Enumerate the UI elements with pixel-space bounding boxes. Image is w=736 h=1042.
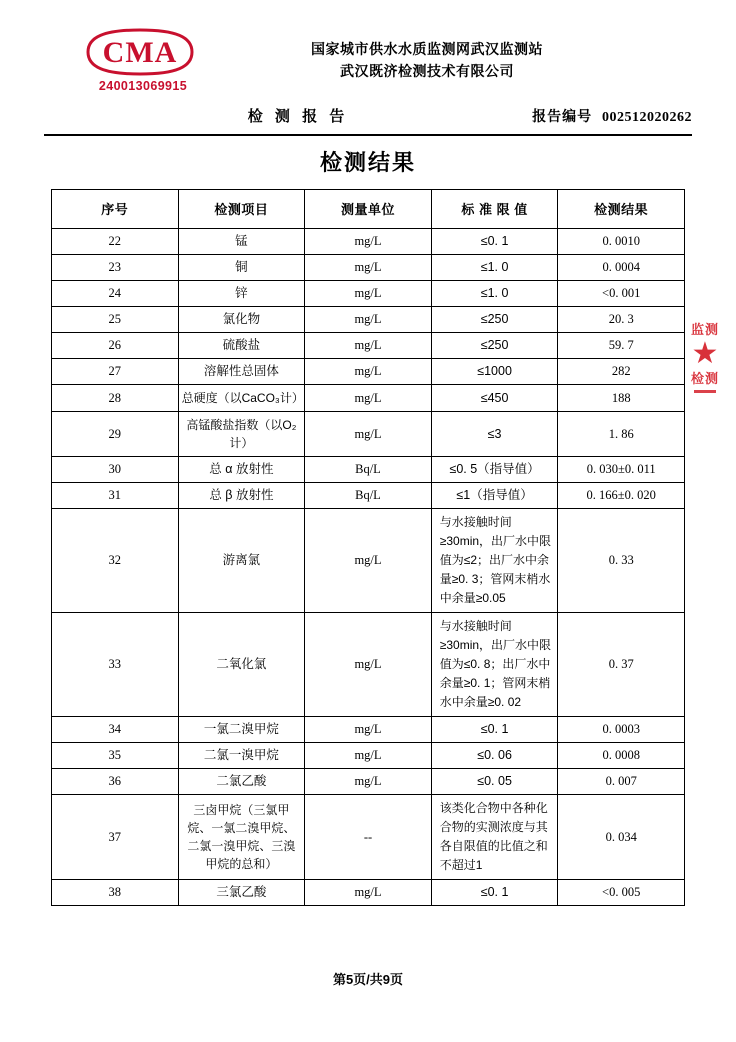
cell-item: 溶解性总固体 [178, 359, 305, 385]
cell-no: 26 [52, 333, 179, 359]
cell-unit: mg/L [305, 743, 432, 769]
column-header-result: 检测结果 [558, 190, 685, 229]
cell-unit: mg/L [305, 880, 432, 906]
cell-unit: mg/L [305, 613, 432, 717]
report-title: 检 测 报 告 [247, 108, 349, 125]
cell-result: 0. 0004 [558, 255, 685, 281]
cell-item: 三氯乙酸 [178, 880, 305, 906]
cell-limit: ≤0. 06 [431, 743, 558, 769]
cell-no: 22 [52, 229, 179, 255]
table-row [52, 743, 685, 769]
cell-result: <0. 001 [558, 281, 685, 307]
cma-certificate-number: 240013069915 [98, 79, 188, 93]
table-row [52, 880, 685, 906]
cma-mark-icon [84, 28, 196, 76]
cell-result: 188 [558, 385, 685, 412]
table-row [52, 333, 685, 359]
cell-result: 0. 034 [558, 795, 685, 880]
cell-result: 0. 166±0. 020 [558, 483, 685, 509]
report-number [532, 106, 692, 126]
organization-titles [162, 28, 692, 82]
cell-item: 三卤甲烷（三氯甲烷、一氯二溴甲烷、二氯一溴甲烷、三溴甲烷的总和） [178, 795, 305, 880]
cell-item: 二氯乙酸 [178, 769, 305, 795]
cell-unit: Bq/L [305, 483, 432, 509]
table-row [52, 307, 685, 333]
svg-text:CMA: CMA [102, 36, 178, 69]
column-header-item: 检测项目 [178, 190, 305, 229]
report-number-label: 报告编号 [532, 108, 593, 124]
cell-limit: ≤250 [431, 333, 558, 359]
cell-no: 27 [52, 359, 179, 385]
cell-limit: ≤1. 0 [431, 255, 558, 281]
cell-limit: 该类化合物中各种化合物的实测浓度与其各自限值的比值之和不超过1 [431, 795, 558, 880]
cell-limit: ≤0. 1 [431, 717, 558, 743]
cell-unit: mg/L [305, 307, 432, 333]
cell-result: <0. 005 [558, 880, 685, 906]
page-header [0, 0, 736, 93]
stamp-bar [694, 390, 716, 393]
cell-unit: mg/L [305, 359, 432, 385]
cell-unit: mg/L [305, 412, 432, 457]
cell-unit: Bq/L [305, 457, 432, 483]
cell-item: 锌 [178, 281, 305, 307]
cell-no: 35 [52, 743, 179, 769]
cell-item: 硫酸盐 [178, 333, 305, 359]
table-row [52, 457, 685, 483]
table-row [52, 359, 685, 385]
cell-unit: mg/L [305, 509, 432, 613]
cell-result: 282 [558, 359, 685, 385]
org-line-1: 国家城市供水水质监测网武汉监测站 [311, 41, 543, 57]
cell-unit: mg/L [305, 385, 432, 412]
cell-item: 二氯一溴甲烷 [178, 743, 305, 769]
cell-no: 32 [52, 509, 179, 613]
cell-unit: mg/L [305, 717, 432, 743]
cell-item: 锰 [178, 229, 305, 255]
cell-no: 28 [52, 385, 179, 412]
table-row [52, 795, 685, 880]
cell-result: 0. 33 [558, 509, 685, 613]
cell-no: 37 [52, 795, 179, 880]
column-header-no: 序号 [52, 190, 179, 229]
table-row [52, 483, 685, 509]
table-row [52, 613, 685, 717]
cell-unit: mg/L [305, 229, 432, 255]
table-row [52, 281, 685, 307]
cell-result: 0. 0008 [558, 743, 685, 769]
cell-result: 1. 86 [558, 412, 685, 457]
cell-no: 29 [52, 412, 179, 457]
column-header-limit: 标 准 限 值 [431, 190, 558, 229]
cell-no: 33 [52, 613, 179, 717]
cell-no: 23 [52, 255, 179, 281]
cell-unit: mg/L [305, 333, 432, 359]
cell-limit: 与水接触时间≥30min，出厂水中限值为≤0. 8；出厂水中余量≥0. 1；管网末梢水中余量≥0. 02 [431, 613, 558, 717]
cell-limit: ≤1000 [431, 359, 558, 385]
cell-limit: ≤0. 5（指导值） [431, 457, 558, 483]
cell-limit: ≤0. 05 [431, 769, 558, 795]
cell-unit: mg/L [305, 255, 432, 281]
cell-no: 36 [52, 769, 179, 795]
cell-result: 0. 0003 [558, 717, 685, 743]
cell-no: 38 [52, 880, 179, 906]
cell-no: 24 [52, 281, 179, 307]
table-header-row [52, 190, 685, 229]
table-row [52, 769, 685, 795]
cell-item: 二氧化氯 [178, 613, 305, 717]
cell-limit: ≤1（指导值） [431, 483, 558, 509]
column-header-unit: 测量单位 [305, 190, 432, 229]
cell-unit: mg/L [305, 769, 432, 795]
cell-no: 30 [52, 457, 179, 483]
cell-item: 总 β 放射性 [178, 483, 305, 509]
table-row [52, 412, 685, 457]
cell-item: 氯化物 [178, 307, 305, 333]
section-title: 检测结果 [319, 150, 416, 175]
cell-limit: 与水接触时间≥30min，出厂水中限值为≤2；出厂水中余量≥0. 3；管网末梢水中余量≥0.05 [431, 509, 558, 613]
report-header-line [44, 105, 692, 136]
cell-limit: ≤3 [431, 412, 558, 457]
cell-no: 34 [52, 717, 179, 743]
stamp-bottom-text: 检测 [690, 371, 719, 386]
cell-result: 59. 7 [558, 333, 685, 359]
table-row [52, 717, 685, 743]
table-row [52, 509, 685, 613]
cell-limit: ≤0. 1 [431, 880, 558, 906]
cell-result: 0. 0010 [558, 229, 685, 255]
stamp-top-text: 监测 [690, 322, 719, 337]
cell-unit: -- [305, 795, 432, 880]
cell-item: 游离氯 [178, 509, 305, 613]
stamp-star-icon: ★ [691, 337, 719, 370]
cell-item: 铜 [178, 255, 305, 281]
cell-result: 0. 030±0. 011 [558, 457, 685, 483]
cell-limit: ≤1. 0 [431, 281, 558, 307]
cell-no: 25 [52, 307, 179, 333]
cell-result: 20. 3 [558, 307, 685, 333]
org-line-2: 武汉既济检测技术有限公司 [340, 63, 514, 79]
cell-unit: mg/L [305, 281, 432, 307]
cell-result: 0. 007 [558, 769, 685, 795]
cell-item: 总硬度（以CaCO₃计） [178, 385, 305, 412]
cell-limit: ≤250 [431, 307, 558, 333]
table-row [52, 385, 685, 412]
table-row [52, 255, 685, 281]
table-row [52, 229, 685, 255]
cell-limit: ≤450 [431, 385, 558, 412]
page-footer: 第5页/共9页 [332, 972, 404, 987]
cell-no: 31 [52, 483, 179, 509]
cell-item: 总 α 放射性 [178, 457, 305, 483]
official-stamp [682, 322, 728, 397]
cell-item: 一氯二溴甲烷 [178, 717, 305, 743]
results-table [51, 189, 685, 906]
cma-logo [84, 28, 202, 93]
report-number-value: 002512020262 [602, 110, 692, 125]
cell-limit: ≤0. 1 [431, 229, 558, 255]
cell-result: 0. 37 [558, 613, 685, 717]
cell-item: 高锰酸盐指数（以O₂计） [178, 412, 305, 457]
